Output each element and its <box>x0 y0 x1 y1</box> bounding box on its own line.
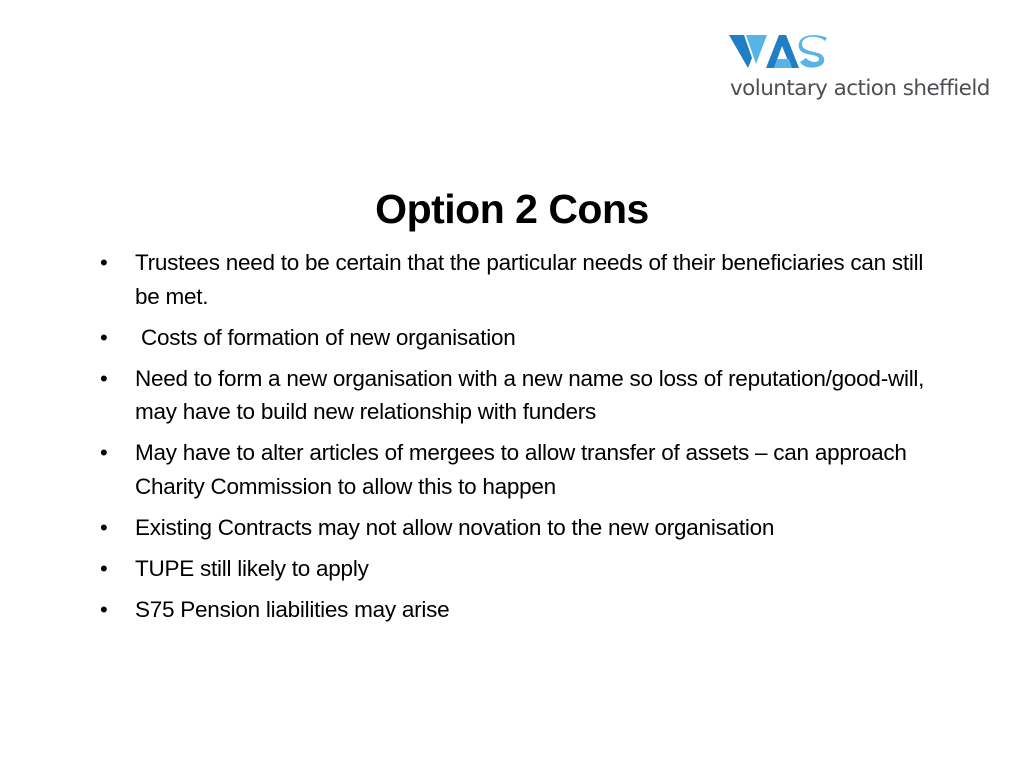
bullet-list <box>100 246 950 634</box>
bullet-point-icon: • <box>100 365 108 391</box>
bullet-point-icon: • <box>100 555 108 581</box>
bullet-text: Need to form a new organisation with a new name so loss of reputation/good-will, may have to build new relationship with funders <box>135 365 931 424</box>
vas-logo-mark <box>729 34 829 68</box>
vas-logo <box>729 34 994 104</box>
bullet-point-icon: • <box>100 514 108 540</box>
vas-logo-tagline: voluntary action sheffield <box>730 76 990 101</box>
slide-title: Option 2 Cons <box>375 186 649 232</box>
bullet-text: Trustees need to be certain that the particular needs of their beneficiaries can still be met. <box>135 250 930 309</box>
bullet-point-icon: • <box>100 596 108 622</box>
bullet-text: TUPE still likely to apply <box>135 555 369 581</box>
bullet-item <box>100 511 950 545</box>
bullet-text: May have to alter articles of mergees to allow transfer of assets – can approach Charity Commission to allow this to happen <box>135 440 913 499</box>
bullet-item <box>100 436 950 503</box>
bullet-text: S75 Pension liabilities may arise <box>135 596 450 622</box>
bullet-item <box>100 362 950 429</box>
bullet-item <box>100 593 950 627</box>
bullet-item <box>100 552 950 586</box>
bullet-point-icon: • <box>100 440 108 465</box>
bullet-point-icon: • <box>100 324 108 350</box>
bullet-text: Costs of formation of new organisation <box>135 324 516 350</box>
bullet-item <box>100 321 950 355</box>
bullet-item <box>100 246 950 313</box>
bullet-point-icon: • <box>100 250 108 275</box>
bullet-text: Existing Contracts may not allow novation to the new organisation <box>135 514 775 540</box>
